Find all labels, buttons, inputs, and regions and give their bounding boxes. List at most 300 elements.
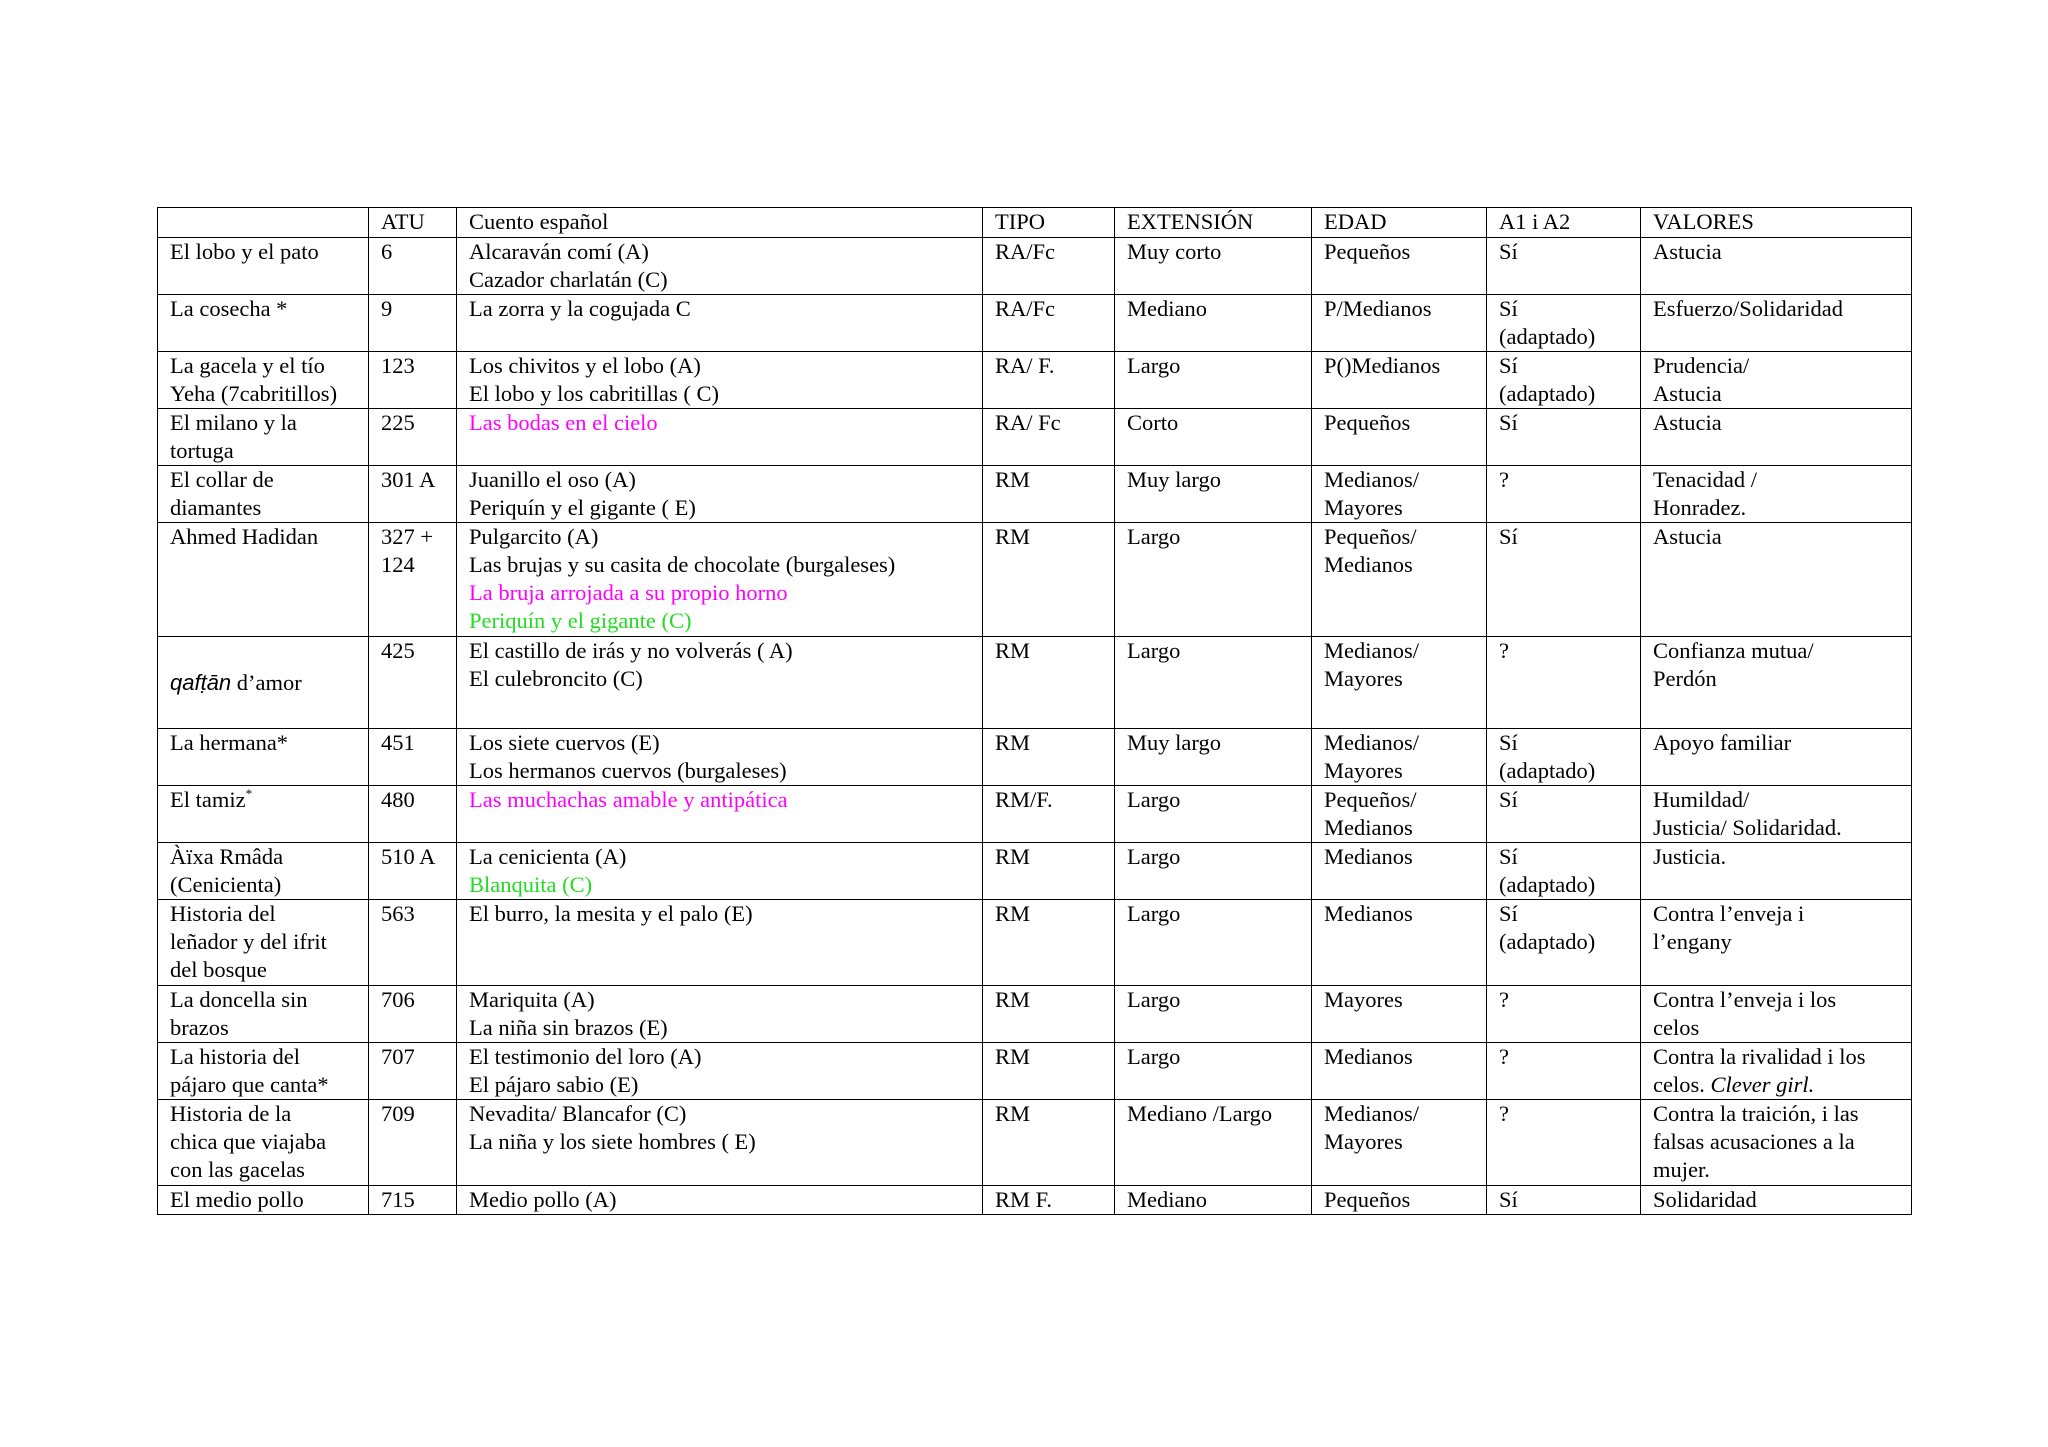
- atu-cell-line: 123: [381, 353, 415, 378]
- table-row: [158, 729, 1912, 786]
- tipo-cell: [983, 786, 1115, 843]
- valores-cell-line: celos: [1653, 1015, 1700, 1040]
- a1-a2-cell-line: (adaptado): [1499, 758, 1596, 783]
- tale-title-cell: [158, 786, 369, 843]
- spanish-tale-line: La niña y los siete hombres ( E): [469, 1129, 756, 1154]
- atu-cell: [369, 900, 457, 986]
- title-rest: d’amor: [231, 669, 302, 695]
- header-cell-extension: EXTENSIÓN: [1115, 208, 1312, 238]
- extension-cell: [1115, 900, 1312, 986]
- extension-cell-line: Muy corto: [1127, 239, 1222, 264]
- header-cell-a1-a2: A1 i A2: [1487, 208, 1641, 238]
- table-body: [158, 208, 1912, 1215]
- tipo-cell-line: RA/ F.: [995, 353, 1055, 378]
- a1-a2-cell-line: (adaptado): [1499, 324, 1596, 349]
- edad-cell-line: Medianos/: [1324, 638, 1419, 663]
- edad-cell-line: Medianos: [1324, 552, 1413, 577]
- tale-title-cell-line: La hermana*: [170, 730, 289, 755]
- a1-a2-cell-line: Sí: [1499, 410, 1518, 435]
- tale-title-cell: [158, 295, 369, 352]
- table-row: [158, 1043, 1912, 1100]
- edad-cell-line: Medianos/: [1324, 467, 1419, 492]
- valores-cell: [1641, 409, 1912, 466]
- spanish-tale-line: Los chivitos y el lobo (A): [469, 353, 701, 378]
- spanish-tale-cell: [457, 295, 983, 352]
- transliterated-word: qafṭān: [170, 669, 232, 695]
- extension-cell: [1115, 786, 1312, 843]
- valores-cell: [1641, 1043, 1912, 1100]
- edad-cell: [1312, 843, 1487, 900]
- tipo-cell-line: RM: [995, 987, 1031, 1012]
- a1-a2-cell-line: Sí: [1499, 787, 1518, 812]
- atu-cell-line: 6: [381, 239, 393, 264]
- extension-cell: [1115, 843, 1312, 900]
- extension-cell: [1115, 1186, 1312, 1215]
- atu-cell: [369, 409, 457, 466]
- header-cell-tipo: TIPO: [983, 208, 1115, 238]
- edad-cell-line: Pequeños/: [1324, 524, 1417, 549]
- edad-cell-line: Medianos/: [1324, 1101, 1419, 1126]
- atu-cell-line: 327 +: [381, 524, 434, 549]
- tale-title-cell: [158, 729, 369, 786]
- edad-cell: [1312, 729, 1487, 786]
- tipo-cell-line: RM: [995, 1101, 1031, 1126]
- extension-cell: [1115, 352, 1312, 409]
- edad-cell-line: Mayores: [1324, 495, 1403, 520]
- spanish-tale-cell: [457, 1100, 983, 1186]
- atu-cell: [369, 1043, 457, 1100]
- atu-cell: [369, 466, 457, 523]
- atu-cell-line: 510 A: [381, 844, 436, 869]
- spanish-tale-line: El lobo y los cabritillas ( C): [469, 381, 719, 406]
- title-text: El tamiz: [170, 787, 246, 812]
- edad-cell: [1312, 1043, 1487, 1100]
- valores-cell-line: Astucia: [1653, 239, 1722, 264]
- edad-cell-line: Mayores: [1324, 1129, 1403, 1154]
- a1-a2-cell-line: Sí: [1499, 730, 1518, 755]
- extension-cell-line: Mediano: [1127, 296, 1207, 321]
- valores-cell: [1641, 900, 1912, 986]
- valores-cell-line: Contra l’enveja i los: [1653, 987, 1837, 1012]
- spanish-tale-line: Periquín y el gigante (C): [469, 608, 692, 633]
- header-cell-valores: VALORES: [1641, 208, 1912, 238]
- edad-cell-line: Pequeños: [1324, 239, 1411, 264]
- tale-title-cell: [158, 900, 369, 986]
- spanish-tale-line: La niña sin brazos (E): [469, 1015, 668, 1040]
- tipo-cell-line: RM: [995, 844, 1031, 869]
- header-cell-title: [158, 208, 369, 238]
- extension-cell-line: Largo: [1127, 844, 1181, 869]
- folktale-table: [157, 207, 1912, 1215]
- extension-cell-line: Muy largo: [1127, 730, 1221, 755]
- spanish-tale-line: Medio pollo (A): [469, 1187, 617, 1212]
- tale-title-cell-line: del bosque: [170, 957, 267, 982]
- spanish-tale-line: El castillo de irás y no volverás ( A): [469, 638, 793, 663]
- edad-cell: [1312, 352, 1487, 409]
- extension-cell-line: Largo: [1127, 524, 1181, 549]
- valores-cell-line: Astucia: [1653, 524, 1722, 549]
- a1-a2-cell-line: Sí: [1499, 296, 1518, 321]
- extension-cell: [1115, 1043, 1312, 1100]
- a1-a2-cell: [1487, 352, 1641, 409]
- edad-cell-line: Medianos: [1324, 901, 1413, 926]
- footnote-mark: *: [245, 786, 253, 801]
- extension-cell: [1115, 637, 1312, 729]
- table-row: [158, 786, 1912, 843]
- extension-cell-line: Muy largo: [1127, 467, 1221, 492]
- a1-a2-cell: [1487, 1043, 1641, 1100]
- tipo-cell: [983, 1100, 1115, 1186]
- valores-text: celos.: [1653, 1072, 1711, 1097]
- extension-cell: [1115, 238, 1312, 295]
- tale-title-cell: [158, 523, 369, 637]
- spanish-tale-cell: [457, 523, 983, 637]
- a1-a2-cell: [1487, 238, 1641, 295]
- extension-cell-line: Mediano /Largo: [1127, 1101, 1273, 1126]
- edad-cell-line: Mayores: [1324, 666, 1403, 691]
- table-row: [158, 900, 1912, 986]
- edad-cell: [1312, 1186, 1487, 1215]
- a1-a2-cell-line: ?: [1499, 1044, 1509, 1069]
- edad-cell-line: Pequeños: [1324, 1187, 1411, 1212]
- edad-cell-line: Medianos/: [1324, 730, 1419, 755]
- atu-cell: [369, 523, 457, 637]
- tipo-cell-line: RM: [995, 901, 1031, 926]
- tipo-cell-line: RA/ Fc: [995, 410, 1061, 435]
- a1-a2-cell: [1487, 900, 1641, 986]
- spanish-tale-cell: [457, 900, 983, 986]
- spanish-tale-line: Juanillo el oso (A): [469, 467, 636, 492]
- tale-title-cell-line: pájaro que canta*: [170, 1072, 329, 1097]
- extension-cell: [1115, 295, 1312, 352]
- valores-cell: [1641, 238, 1912, 295]
- tale-title-cell: [158, 466, 369, 523]
- valores-cell: [1641, 786, 1912, 843]
- a1-a2-cell-line: Sí: [1499, 844, 1518, 869]
- spanish-tale-cell: [457, 986, 983, 1043]
- a1-a2-cell-line: ?: [1499, 987, 1509, 1012]
- tipo-cell: [983, 1186, 1115, 1215]
- spanish-tale-line: El pájaro sabio (E): [469, 1072, 639, 1097]
- a1-a2-cell-line: Sí: [1499, 353, 1518, 378]
- valores-cell-line: Astucia: [1653, 410, 1722, 435]
- extension-cell: [1115, 466, 1312, 523]
- extension-cell: [1115, 409, 1312, 466]
- tipo-cell-line: RA/Fc: [995, 296, 1056, 321]
- extension-cell-line: Largo: [1127, 901, 1181, 926]
- valores-italic-note: Clever girl.: [1710, 1072, 1815, 1097]
- tipo-cell: [983, 295, 1115, 352]
- valores-cell-line: Contra la rivalidad i los: [1653, 1044, 1866, 1069]
- a1-a2-cell-line: (adaptado): [1499, 381, 1596, 406]
- atu-cell: [369, 238, 457, 295]
- edad-cell: [1312, 466, 1487, 523]
- valores-cell-line: Contra l’enveja i: [1653, 901, 1805, 926]
- valores-cell-line: Apoyo familiar: [1653, 730, 1792, 755]
- valores-cell-line: Honradez.: [1653, 495, 1747, 520]
- table-row: [158, 238, 1912, 295]
- spanish-tale-line: Periquín y el gigante ( E): [469, 495, 696, 520]
- valores-cell-line: Solidaridad: [1653, 1187, 1757, 1212]
- tale-title-cell-line: El lobo y el pato: [170, 239, 319, 264]
- spanish-tale-line: Los siete cuervos (E): [469, 730, 660, 755]
- atu-cell-line: 451: [381, 730, 415, 755]
- tale-title-cell-line: La historia del: [170, 1044, 300, 1069]
- atu-cell: [369, 843, 457, 900]
- edad-cell-line: Medianos: [1324, 844, 1413, 869]
- tipo-cell-line: RM: [995, 1044, 1031, 1069]
- valores-cell-line: Esfuerzo/Solidaridad: [1653, 296, 1843, 321]
- tale-title-cell-line: Àïxa Rmâda: [170, 844, 284, 869]
- atu-cell: [369, 986, 457, 1043]
- atu-cell: [369, 729, 457, 786]
- tale-title-cell-line: diamantes: [170, 495, 262, 520]
- tipo-cell: [983, 523, 1115, 637]
- a1-a2-cell-line: ?: [1499, 467, 1509, 492]
- spanish-tale-line: Pulgarcito (A): [469, 524, 599, 549]
- a1-a2-cell: [1487, 843, 1641, 900]
- valores-cell-line: Tenacidad /: [1653, 467, 1757, 492]
- valores-cell-line: Justicia.: [1653, 844, 1727, 869]
- valores-cell: [1641, 843, 1912, 900]
- tipo-cell: [983, 352, 1115, 409]
- valores-cell-line: Contra la traición, i las: [1653, 1101, 1859, 1126]
- edad-cell: [1312, 786, 1487, 843]
- tale-title-cell-line: [170, 669, 356, 697]
- atu-cell-line: 124: [381, 552, 415, 577]
- valores-cell: [1641, 729, 1912, 786]
- valores-cell-line: Astucia: [1653, 381, 1722, 406]
- a1-a2-cell: [1487, 295, 1641, 352]
- atu-cell: [369, 1186, 457, 1215]
- edad-cell: [1312, 238, 1487, 295]
- spanish-tale-line: Blanquita (C): [469, 872, 593, 897]
- edad-cell-line: Medianos: [1324, 815, 1413, 840]
- a1-a2-cell: [1487, 1186, 1641, 1215]
- tipo-cell-line: RM: [995, 524, 1031, 549]
- extension-cell: [1115, 986, 1312, 1043]
- edad-cell: [1312, 900, 1487, 986]
- extension-cell-line: Corto: [1127, 410, 1179, 435]
- table-row: [158, 352, 1912, 409]
- tipo-cell-line: RM: [995, 638, 1031, 663]
- tale-title-cell-line: chica que viajaba: [170, 1129, 327, 1154]
- spanish-tale-line: Cazador charlatán (C): [469, 267, 668, 292]
- extension-cell-line: Largo: [1127, 1044, 1181, 1069]
- atu-cell-line: 715: [381, 1187, 415, 1212]
- table-row: [158, 843, 1912, 900]
- a1-a2-cell-line: (adaptado): [1499, 929, 1596, 954]
- table-row: [158, 1100, 1912, 1186]
- tale-title-cell: [158, 352, 369, 409]
- tale-title-cell: [158, 637, 369, 729]
- spanish-tale-cell: [457, 637, 983, 729]
- a1-a2-cell-line: Sí: [1499, 524, 1518, 549]
- atu-cell: [369, 295, 457, 352]
- spanish-tale-line: El burro, la mesita y el palo (E): [469, 901, 753, 926]
- spanish-tale-line: La bruja arrojada a su propio horno: [469, 580, 788, 605]
- table-row: [158, 637, 1912, 729]
- tale-title-cell-line: La gacela y el tío: [170, 353, 325, 378]
- tale-title-cell-line: (Cenicienta): [170, 872, 282, 897]
- tipo-cell: [983, 637, 1115, 729]
- tale-title-cell-line: El medio pollo: [170, 1187, 304, 1212]
- tipo-cell: [983, 466, 1115, 523]
- edad-cell-line: Mayores: [1324, 758, 1403, 783]
- spanish-tale-cell: [457, 729, 983, 786]
- header-cell-spanish-tale: Cuento español: [457, 208, 983, 238]
- spanish-tale-cell: [457, 843, 983, 900]
- tipo-cell: [983, 900, 1115, 986]
- edad-cell: [1312, 409, 1487, 466]
- atu-cell-line: 301 A: [381, 467, 436, 492]
- edad-cell-line: Medianos: [1324, 1044, 1413, 1069]
- a1-a2-cell: [1487, 786, 1641, 843]
- tale-title-cell: [158, 238, 369, 295]
- valores-cell-line: Humildad/: [1653, 787, 1750, 812]
- spanish-tale-line: El testimonio del loro (A): [469, 1044, 702, 1069]
- a1-a2-cell-line: Sí: [1499, 239, 1518, 264]
- valores-cell-line: falsas acusaciones a la: [1653, 1129, 1855, 1154]
- tipo-cell-line: RM F.: [995, 1187, 1052, 1212]
- tale-title-cell-line: El milano y la: [170, 410, 297, 435]
- a1-a2-cell: [1487, 729, 1641, 786]
- extension-cell-line: Mediano: [1127, 1187, 1207, 1212]
- spanish-tale-line: La cenicienta (A): [469, 844, 627, 869]
- header-row: [158, 208, 1912, 238]
- extension-cell: [1115, 523, 1312, 637]
- tale-title-cell-line: [170, 786, 356, 814]
- valores-cell-line: l’engany: [1653, 929, 1732, 954]
- valores-cell: [1641, 1100, 1912, 1186]
- tipo-cell-line: RA/Fc: [995, 239, 1056, 264]
- valores-cell: [1641, 637, 1912, 729]
- atu-cell: [369, 1100, 457, 1186]
- a1-a2-cell-line: Sí: [1499, 901, 1518, 926]
- edad-cell: [1312, 637, 1487, 729]
- valores-cell-line: Confianza mutua/: [1653, 638, 1814, 663]
- a1-a2-cell-line: ?: [1499, 1101, 1509, 1126]
- valores-cell: [1641, 295, 1912, 352]
- header-cell-atu: ATU: [369, 208, 457, 238]
- valores-cell: [1641, 466, 1912, 523]
- tale-title-cell-line: brazos: [170, 1015, 229, 1040]
- tipo-cell: [983, 729, 1115, 786]
- tale-title-cell: [158, 409, 369, 466]
- spanish-tale-cell: [457, 786, 983, 843]
- tipo-cell: [983, 238, 1115, 295]
- spanish-tale-line: Las bodas en el cielo: [469, 410, 658, 435]
- a1-a2-cell-line: ?: [1499, 638, 1509, 663]
- tipo-cell-line: RM: [995, 730, 1031, 755]
- spanish-tale-cell: [457, 1043, 983, 1100]
- valores-cell: [1641, 986, 1912, 1043]
- atu-cell: [369, 352, 457, 409]
- spanish-tale-cell: [457, 1186, 983, 1215]
- tale-title-cell: [158, 1100, 369, 1186]
- edad-cell-line: P/Medianos: [1324, 296, 1432, 321]
- atu-cell: [369, 637, 457, 729]
- tipo-cell-line: RM: [995, 467, 1031, 492]
- atu-cell-line: 563: [381, 901, 415, 926]
- valores-cell-line: [1653, 1071, 1899, 1099]
- tipo-cell: [983, 1043, 1115, 1100]
- edad-cell: [1312, 1100, 1487, 1186]
- edad-cell-line: Pequeños/: [1324, 787, 1417, 812]
- spanish-tale-line: La zorra y la cogujada C: [469, 296, 691, 321]
- tipo-cell-line: RM/F.: [995, 787, 1053, 812]
- table-row: [158, 523, 1912, 637]
- extension-cell: [1115, 1100, 1312, 1186]
- tipo-cell: [983, 986, 1115, 1043]
- spanish-tale-line: Alcaraván comí (A): [469, 239, 649, 264]
- spanish-tale-cell: [457, 352, 983, 409]
- spanish-tale-line: Las muchachas amable y antipática: [469, 787, 788, 812]
- extension-cell-line: Largo: [1127, 638, 1181, 663]
- table-row: [158, 295, 1912, 352]
- tale-title-cell-line: Historia del: [170, 901, 276, 926]
- a1-a2-cell: [1487, 1100, 1641, 1186]
- spanish-tale-line: El culebroncito (C): [469, 666, 643, 691]
- a1-a2-cell: [1487, 637, 1641, 729]
- spanish-tale-cell: [457, 238, 983, 295]
- atu-cell: [369, 786, 457, 843]
- atu-cell-line: 9: [381, 296, 393, 321]
- tale-title-cell-line: Yeha (7cabritillos): [170, 381, 338, 406]
- tale-title-cell-line: Ahmed Hadidan: [170, 524, 319, 549]
- extension-cell-line: Largo: [1127, 353, 1181, 378]
- extension-cell-line: Largo: [1127, 787, 1181, 812]
- spanish-tale-line: Nevadita/ Blancafor (C): [469, 1101, 687, 1126]
- valores-cell: [1641, 352, 1912, 409]
- a1-a2-cell: [1487, 523, 1641, 637]
- atu-cell-line: 706: [381, 987, 415, 1012]
- valores-cell-line: Perdón: [1653, 666, 1717, 691]
- atu-cell-line: 480: [381, 787, 415, 812]
- table-row: [158, 466, 1912, 523]
- tale-title-cell-line: La cosecha *: [170, 296, 288, 321]
- spanish-tale-line: Mariquita (A): [469, 987, 595, 1012]
- valores-cell-line: Prudencia/: [1653, 353, 1750, 378]
- tale-title-cell-line: Historia de la: [170, 1101, 292, 1126]
- valores-cell-line: Justicia/ Solidaridad.: [1653, 815, 1842, 840]
- edad-cell: [1312, 295, 1487, 352]
- edad-cell-line: Mayores: [1324, 987, 1403, 1012]
- table-row: [158, 986, 1912, 1043]
- tale-title-cell-line: El collar de: [170, 467, 274, 492]
- edad-cell-line: P()Medianos: [1324, 353, 1441, 378]
- a1-a2-cell-line: Sí: [1499, 1187, 1518, 1212]
- extension-cell-line: Largo: [1127, 987, 1181, 1012]
- tipo-cell: [983, 843, 1115, 900]
- extension-cell: [1115, 729, 1312, 786]
- edad-cell: [1312, 986, 1487, 1043]
- a1-a2-cell: [1487, 409, 1641, 466]
- spanish-tale-cell: [457, 466, 983, 523]
- header-cell-edad: EDAD: [1312, 208, 1487, 238]
- tale-title-cell-line: tortuga: [170, 438, 234, 463]
- tipo-cell: [983, 409, 1115, 466]
- edad-cell: [1312, 523, 1487, 637]
- valores-cell: [1641, 1186, 1912, 1215]
- a1-a2-cell: [1487, 986, 1641, 1043]
- valores-cell-line: mujer.: [1653, 1157, 1710, 1182]
- a1-a2-cell-line: (adaptado): [1499, 872, 1596, 897]
- atu-cell-line: 425: [381, 638, 415, 663]
- edad-cell-line: Pequeños: [1324, 410, 1411, 435]
- valores-cell: [1641, 523, 1912, 637]
- tale-title-cell: [158, 1186, 369, 1215]
